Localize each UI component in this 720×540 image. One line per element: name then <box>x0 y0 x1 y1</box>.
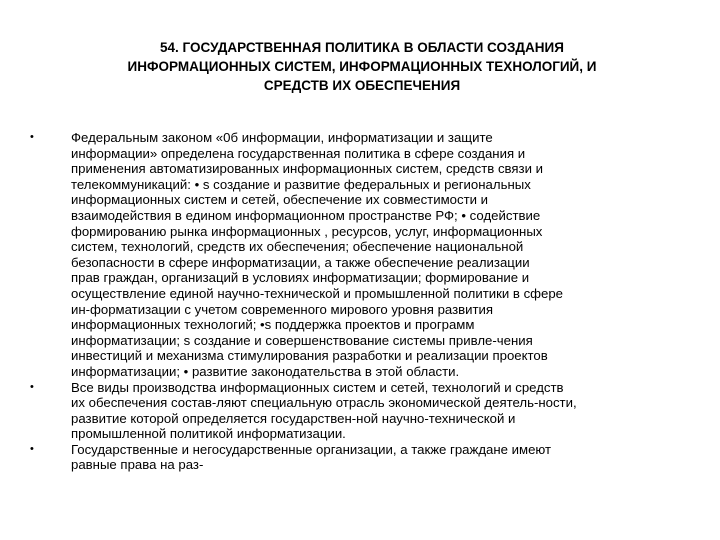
text-line: применения автоматизированных информационных систем, средств связи и <box>71 161 543 177</box>
bullet-item <box>30 380 682 442</box>
text-line: осуществление единой научно-технической и промышленной политики в сфере <box>71 285 564 301</box>
text-line: инвестиций и механизма стимулирования разработки и реализации проектов <box>71 348 548 364</box>
text-line: их обеспечения состав-ляют специальную отрасль экономической деятель-ности, <box>71 395 577 411</box>
text-line: промышленной политикой информатизации. <box>71 426 346 442</box>
bullet-item <box>30 130 682 380</box>
title-line: ИНФОРМАЦИОННЫХ СИСТЕМ, ИНФОРМАЦИОННЫХ ТЕХНОЛОГИЙ, И <box>127 59 597 74</box>
text-line: Государственные и негосударственные организации, а также граждане имеют <box>71 441 552 457</box>
bullet-dot-icon: • <box>30 131 34 143</box>
bullet-dot-icon: • <box>30 380 34 393</box>
text-line: телекоммуникаций: • s создание и развитие федеральных и региональных <box>71 176 531 192</box>
bullet-dot-icon: • <box>30 442 34 455</box>
text-line: информатизации; • развитие законодательства в этой области. <box>71 363 460 379</box>
text-line: информатизации; s создание и совершенствование системы привле-чения <box>71 332 533 348</box>
text-line: равные права на раз- <box>71 457 204 473</box>
text-line: ин-форматизации с учетом современного мирового уровня развития <box>71 301 494 317</box>
bullet-list <box>30 130 682 473</box>
text-line: прав граждан, организаций в условиях информатизации; формирование и <box>71 270 530 286</box>
bullet-item <box>30 442 682 473</box>
text-line: взаимодействия в едином информационном пространстве РФ; • содействие <box>71 207 541 223</box>
title-line: 54. ГОСУДАРСТВЕННАЯ ПОЛИТИКА В ОБЛАСТИ СОЗДАНИЯ <box>160 40 564 55</box>
text-line: формированию рынка информационных , ресурсов, услуг, информационных <box>71 223 543 239</box>
slide-title <box>72 38 652 95</box>
text-line: Федеральным законом «0б информации, информатизации и защите <box>71 130 493 145</box>
text-line: безопасности в сфере информатизации, а также обеспечение реализации <box>71 254 530 270</box>
text-line: систем, технологий, средств их обеспечения; обеспечение национальной <box>71 239 524 255</box>
bullet-text <box>71 442 682 473</box>
bullet-text <box>71 380 682 442</box>
bullet-text <box>71 130 682 380</box>
title-line: СРЕДСТВ ИХ ОБЕСПЕЧЕНИЯ <box>263 78 461 93</box>
text-line: Все виды производства информационных систем и сетей, технологий и средств <box>71 379 564 395</box>
text-line: информации» определена государственная политика в сфере создания и <box>71 145 526 161</box>
text-line: развитие которой определяется государствен-ной научно-технической и <box>71 410 516 426</box>
text-line: информационных систем и сетей, обеспечение их совместимости и <box>71 192 489 208</box>
text-line: информационных технологий; •s поддержка проектов и программ <box>71 317 475 333</box>
